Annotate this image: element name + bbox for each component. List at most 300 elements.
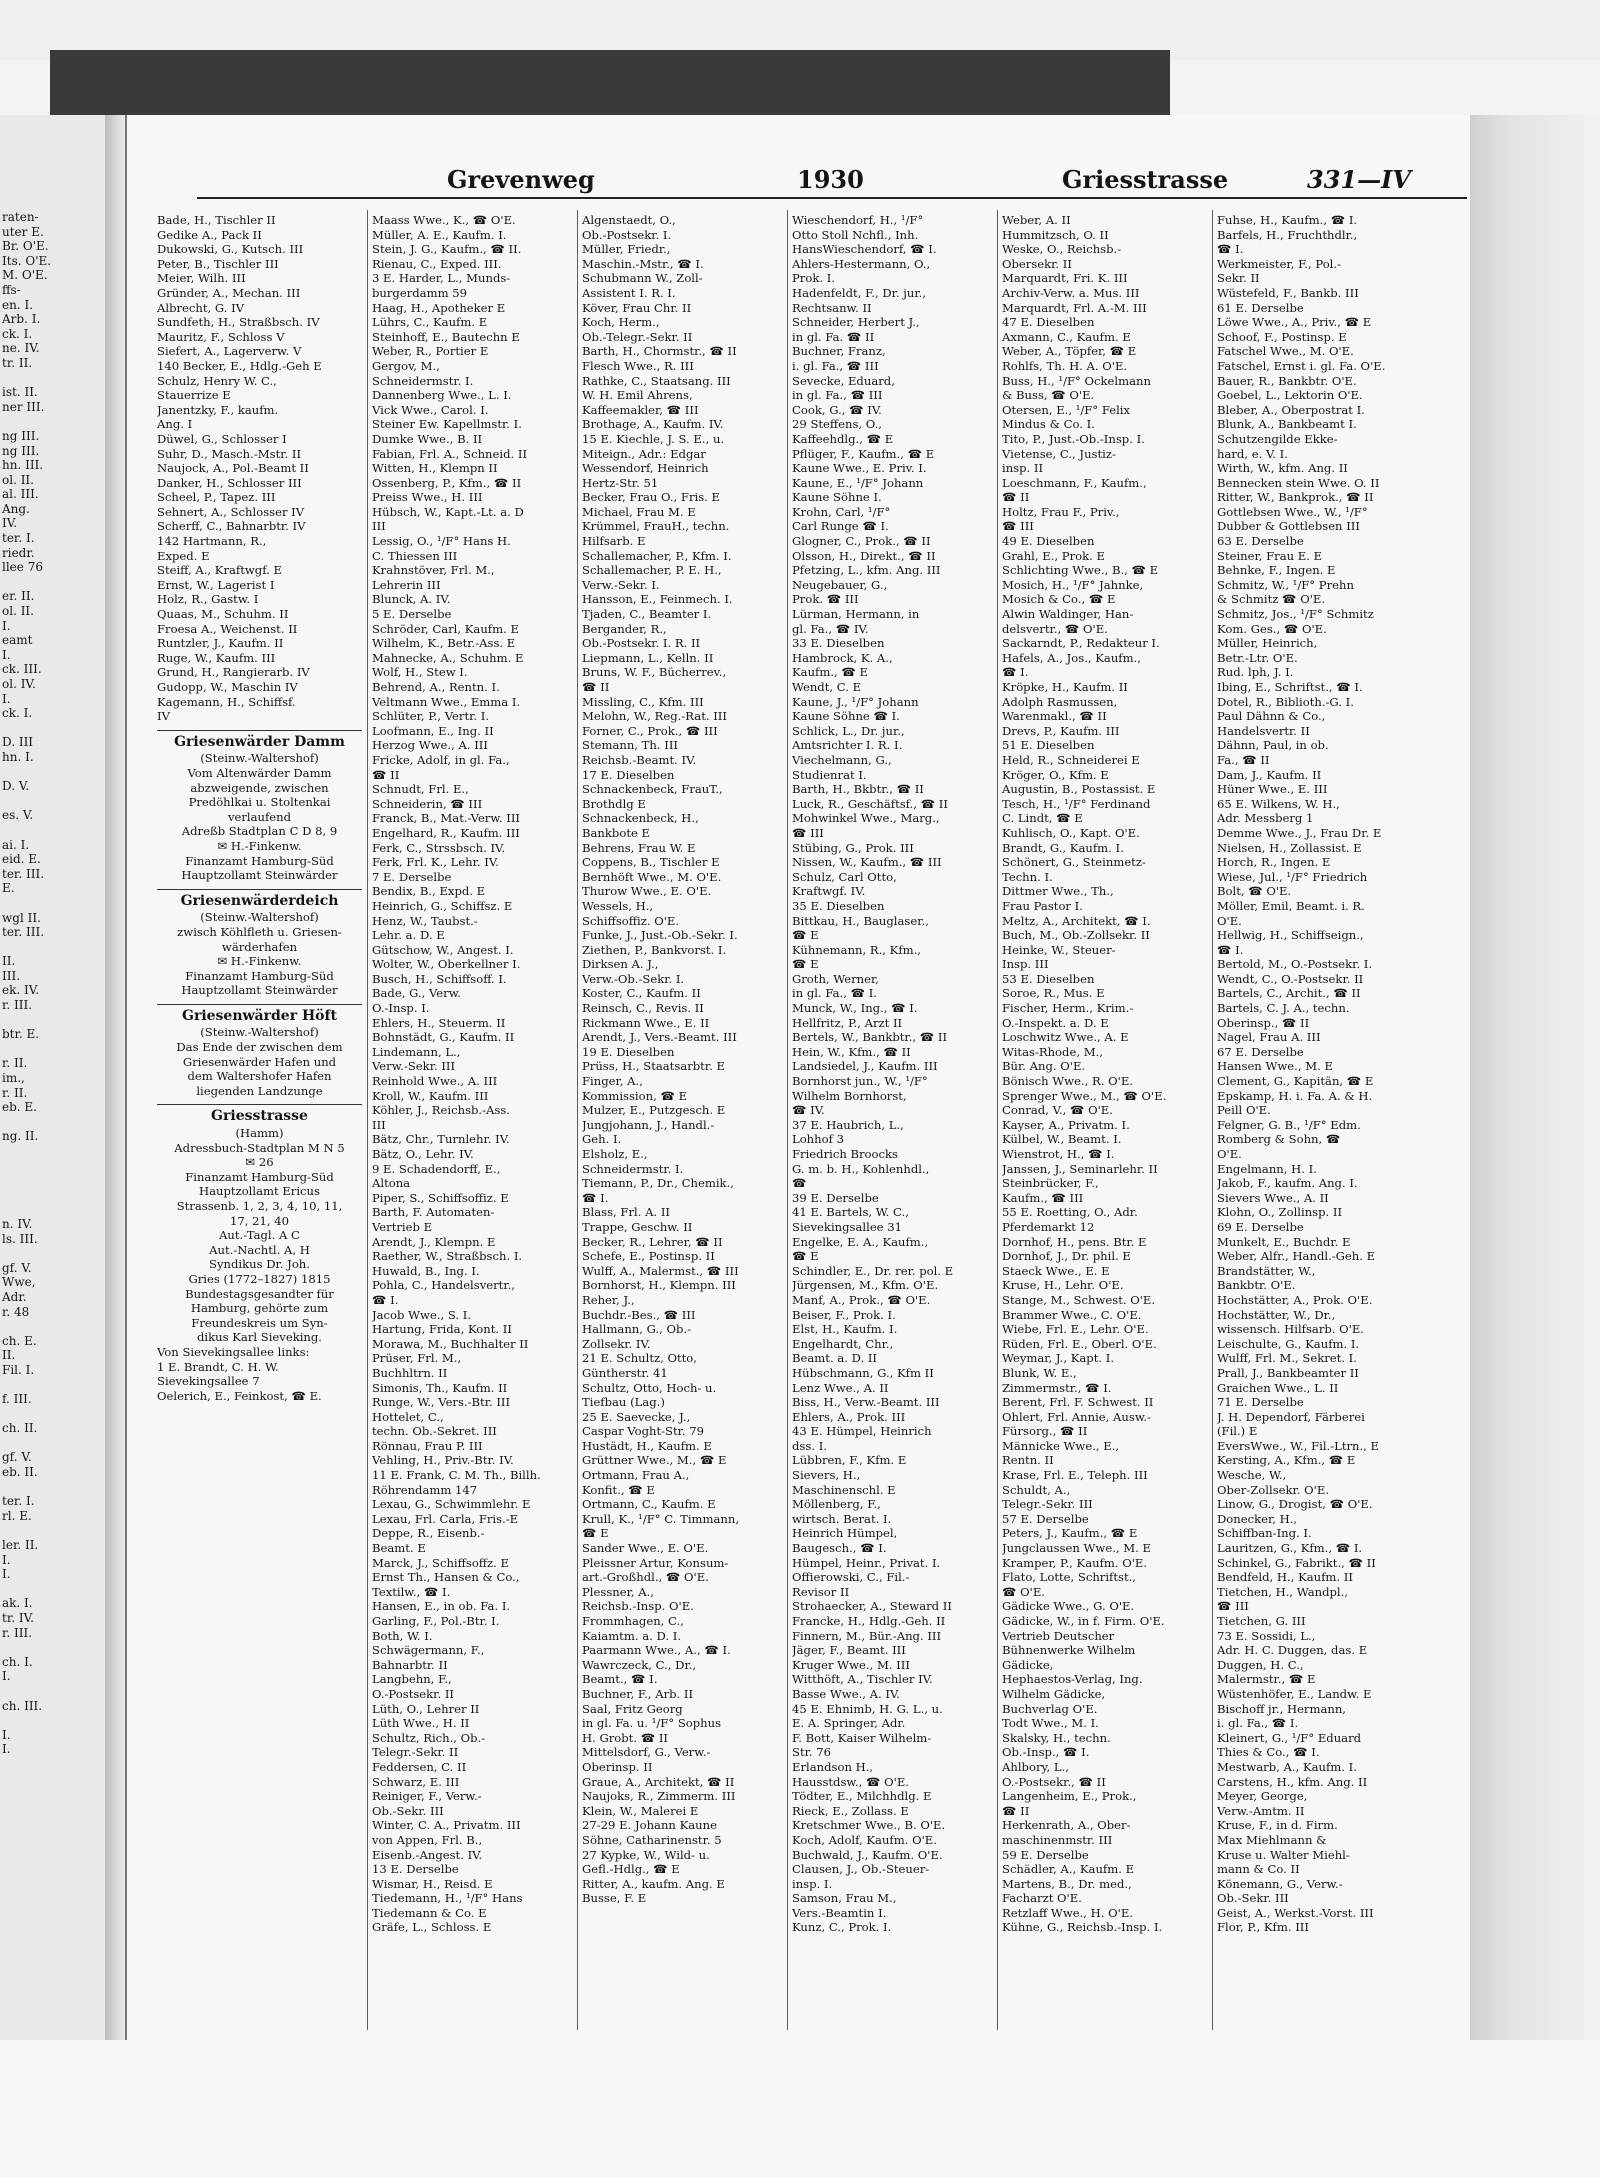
directory-entry: Hansen Wwe., M. E	[1217, 1059, 1333, 1074]
directory-entry: Frau Pastor I.	[1002, 898, 1083, 913]
directory-entry: Ob.-Postsekr. I. R. II	[582, 636, 701, 651]
street-section-title: Griesenwärderdeich	[157, 889, 362, 909]
directory-entry: Telegr.-Sekr. III	[1002, 1497, 1093, 1512]
street-section-text: Strassenb. 1, 2, 3, 4, 10, 11,	[176, 1199, 343, 1213]
directory-entry: Stübing, G., Prok. III	[792, 840, 914, 855]
directory-entry: ☎ III	[1217, 1599, 1249, 1614]
directory-entry: 27 Kypke, W., Wild- u.	[582, 1847, 710, 1862]
directory-entry: Grund, H., Rangierarb. IV	[157, 665, 310, 680]
directory-entry: Barth, F. Automaten-	[372, 1205, 495, 1220]
directory-entry: Schnudt, Frl. E.,	[372, 782, 469, 797]
directory-entry: wirtsch. Berat. I.	[792, 1511, 892, 1526]
directory-entry: Weymar, J., Kapt. I.	[1002, 1351, 1115, 1366]
directory-entry: Paul Dähnn & Co.,	[1217, 709, 1326, 724]
directory-entry: 19 E. Dieselben	[582, 1044, 675, 1059]
directory-entry: 43 E. Hümpel, Heinrich	[792, 1424, 932, 1439]
street-section-text: Gries (1772–1827) 1815	[188, 1271, 331, 1286]
directory-entry: Graichen Wwe., L. II	[1217, 1380, 1339, 1395]
directory-entry: Scheel, P., Tapez. III	[157, 490, 276, 505]
directory-entry: Bernhöft Wwe., M. O'E.	[582, 869, 722, 884]
directory-entry: Albrecht, G. IV	[157, 300, 245, 315]
directory-entry: Pferdemarkt 12	[1002, 1219, 1095, 1234]
directory-entry: Warenmakl., ☎ II	[1002, 709, 1107, 724]
directory-entry: Lenz Wwe., A. II	[792, 1380, 889, 1395]
directory-entry: Klein, W., Malerei E	[582, 1803, 699, 1818]
directory-entry: Cook, G., ☎ IV.	[792, 402, 882, 417]
directory-entry: Ehlers, A., Prok. III	[792, 1409, 906, 1424]
directory-entry: 27-29 E. Johann Kaune	[582, 1818, 717, 1833]
directory-entry: Fa., ☎ II	[1217, 752, 1270, 767]
directory-entry: Schefe, E., Postinsp. II	[582, 1249, 715, 1264]
directory-entry: Retzlaff Wwe., H. O'E.	[1002, 1905, 1133, 1920]
directory-entry: Brandstätter, W.,	[1217, 1263, 1316, 1278]
directory-entry: Fuhse, H., Kaufm., ☎ I.	[1217, 213, 1358, 227]
directory-entry: Kom. Ges., ☎ O'E.	[1217, 621, 1327, 636]
directory-entry: Otersen, E., ¹/F° Felix	[1002, 402, 1131, 417]
directory-entry: Lürman, Hermann, in	[792, 607, 920, 622]
directory-entry: Franck, B., Mat.-Verw. III	[372, 811, 520, 826]
directory-entry: Schönert, G., Steinmetz-	[1002, 855, 1146, 870]
directory-entry: Tiedemann & Co. E	[372, 1905, 487, 1920]
directory-entry: Runge, W., Vers.-Btr. III	[372, 1395, 511, 1410]
directory-entry: Kraftwgf. IV.	[792, 884, 866, 899]
directory-entry: W. H. Emil Ahrens,	[582, 388, 693, 403]
directory-entry: Brammer Wwe., C. O'E.	[1002, 1307, 1142, 1322]
directory-entry: Tiefbau (Lag.)	[582, 1395, 665, 1410]
directory-entry: Kühnemann, R., Kfm.,	[792, 942, 921, 957]
directory-entry: Busch, H., Schiffsoff. I.	[372, 971, 507, 986]
directory-entry: Werkmeister, F., Pol.-	[1217, 256, 1341, 271]
directory-entry: 45 E. Ehnimb, H. G. L., u.	[792, 1701, 943, 1716]
directory-entry: Kaufm., ☎ E	[792, 665, 868, 680]
directory-entry: Samson, Frau M.,	[792, 1891, 897, 1906]
directory-entry: 63 E. Derselbe	[1217, 534, 1304, 549]
directory-entry: Gergov, M.,	[372, 358, 440, 373]
directory-entry: Offierowski, C., Fil.-	[792, 1570, 910, 1585]
directory-entry: Grüttner Wwe., M., ☎ E	[582, 1453, 727, 1468]
directory-entry: Wawrczeck, C., Dr.,	[582, 1657, 697, 1672]
directory-entry: Wieschendorf, H., ¹/F°	[792, 213, 924, 227]
directory-entry: Bertold, M., O.-Postsekr. I.	[1217, 957, 1373, 972]
directory-entry: Schinkel, G., Fabrikt., ☎ II	[1217, 1555, 1376, 1570]
directory-entry: ☎ III	[1002, 519, 1034, 534]
directory-entry: Handelsvertr. II	[1217, 723, 1310, 738]
scan-dark-band	[50, 50, 1170, 120]
directory-entry: Männicke Wwe., E.,	[1002, 1438, 1120, 1453]
directory-entry: Möllenberg, F.,	[792, 1497, 881, 1512]
directory-entry: Klohn, O., Zollinsp. II	[1217, 1205, 1343, 1220]
directory-entry: Ortmann, C., Kaufm. E	[582, 1497, 716, 1512]
directory-entry: Fatschel Wwe., M. O'E.	[1217, 344, 1354, 359]
street-section-text: Vom Altenwärder Damm	[187, 765, 332, 780]
directory-entry: Kruger Wwe., M. III	[792, 1657, 910, 1672]
directory-entry: Beiser, F., Prok. I.	[792, 1307, 896, 1322]
directory-entry: maschinenmstr. III	[1002, 1832, 1113, 1847]
directory-entry: Bade, G., Verw.	[372, 986, 461, 1001]
directory-entry: Schubmann W., Zoll-	[582, 271, 703, 286]
directory-entry: Obersekr. II	[1002, 256, 1072, 271]
directory-entry: Plessner, A.,	[582, 1584, 654, 1599]
directory-entry: Ossenberg, P., Kfm., ☎ II	[372, 475, 522, 490]
directory-entry: Bornhorst jun., W., ¹/F°	[792, 1074, 928, 1089]
directory-entry: Vehling, H., Priv.-Btr. IV.	[372, 1453, 514, 1468]
directory-entry: Ferk, Frl. K., Lehr. IV.	[372, 855, 499, 870]
directory-entry: Lessig, O., ¹/F° Hans H.	[372, 534, 511, 549]
directory-entry: Hilfsarb. E	[582, 534, 646, 549]
column-divider	[997, 210, 998, 2030]
directory-entry: Biss, H., Verw.-Beamt. III	[792, 1395, 940, 1410]
directory-entry: Löwe Wwe., A., Priv., ☎ E	[1217, 315, 1372, 330]
directory-entry: Demme Wwe., J., Frau Dr. E	[1217, 825, 1382, 840]
street-section-title: Griesstrasse	[157, 1104, 362, 1124]
directory-entry: Gädicke Wwe., G. O'E.	[1002, 1599, 1135, 1614]
directory-entry: Engelmann, H. I.	[1217, 1161, 1317, 1176]
directory-entry: Hübsch, W., Kapt.-Lt. a. D	[372, 504, 524, 519]
directory-entry: Kagemann, H., Schiffsf.	[157, 694, 296, 709]
directory-entry: Hambrock, K. A.,	[792, 650, 893, 665]
directory-entry: Deppe, R., Eisenb.-	[372, 1526, 485, 1541]
directory-entry: Könemann, G., Verw.-	[1217, 1876, 1343, 1891]
directory-entry: Linow, G., Drogist, ☎ O'E.	[1217, 1497, 1373, 1512]
directory-entry: Berent, Frl. F. Schwest. II	[1002, 1395, 1154, 1410]
directory-entry: Von Sievekingsallee links:	[157, 1344, 310, 1359]
directory-entry: C. Lindt, ☎ E	[1002, 811, 1083, 826]
directory-entry: Goebel, L., Lektorin O'E.	[1217, 388, 1363, 403]
directory-entry: Ahlbory, L.,	[1002, 1759, 1069, 1774]
directory-entry: Weber, A. II	[1002, 213, 1071, 227]
directory-entry: Marquardt, Fri. K. III	[1002, 271, 1128, 286]
directory-entry: Köhler, J., Reichsb.-Ass.	[372, 1103, 510, 1118]
directory-entry: Epskamp, H. i. Fa. A. & H.	[1217, 1088, 1373, 1103]
directory-entry: 59 E. Derselbe	[1002, 1847, 1089, 1862]
directory-entry: Bittkau, H., Bauglaser.,	[792, 913, 929, 928]
directory-entry: Lindemann, L.,	[372, 1044, 461, 1059]
directory-entry: 140 Becker, E., Hdlg.-Geh E	[157, 358, 322, 373]
directory-entry: Bornhorst, H., Klempn. III	[582, 1278, 736, 1293]
directory-entry: delsvertr., ☎ O'E.	[1002, 621, 1108, 636]
directory-entry: Dannenberg Wwe., L. I.	[372, 388, 512, 403]
directory-entry: Kröger, O., Kfm. E	[1002, 767, 1109, 782]
directory-entry: Kaune, J., ¹/F° Johann	[792, 694, 919, 709]
directory-entry: Mittelsdorf, G., Verw.-	[582, 1745, 711, 1760]
directory-entry: Herkenrath, A., Ober-	[1002, 1818, 1131, 1833]
directory-entry: Luck, R., Geschäftsf., ☎ II	[792, 796, 948, 811]
directory-entry: Krahnstöver, Frl. M.,	[372, 563, 495, 578]
directory-entry: 35 E. Dieselben	[792, 898, 885, 913]
directory-entry: Prok. I.	[792, 271, 835, 286]
directory-entry: Rickmann Wwe., E. II	[582, 1015, 710, 1030]
directory-entry: 11 E. Frank, C. M. Th., Billh.	[372, 1468, 541, 1483]
directory-entry: & Buss, ☎ O'E.	[1002, 388, 1095, 403]
directory-entry: Arendt, J., Klempn. E	[372, 1234, 496, 1249]
directory-entry: Buchhltrn. II	[372, 1365, 448, 1380]
directory-entry: Bertels, W., Bankbtr., ☎ II	[792, 1030, 948, 1045]
directory-entry: Fatschel, Ernst i. gl. Fa. O'E.	[1217, 358, 1386, 373]
directory-entry: Elst, H., Kaufm. I.	[792, 1322, 898, 1337]
directory-entry: Schulz, Henry W. C.,	[157, 373, 277, 388]
directory-entry: Textilw., ☎ I.	[372, 1584, 451, 1599]
street-section-text: Finanzamt Hamburg-Süd	[185, 853, 334, 868]
directory-entry: Verw.-Amtm. II	[1217, 1803, 1305, 1818]
directory-entry: Otto Stoll Nchfl., Inh.	[792, 227, 919, 242]
directory-entry: 1 E. Brandt, C. H. W.	[157, 1359, 279, 1374]
directory-entry: Busse, F. E	[582, 1891, 647, 1906]
directory-entry: 39 E. Derselbe	[792, 1190, 879, 1205]
directory-entry: wissensch. Hilfsarb. O'E.	[1217, 1322, 1364, 1337]
directory-entry: Schlüter, P., Vertr. I.	[372, 709, 490, 724]
directory-entry: in gl. Fa., ☎ III	[792, 388, 883, 403]
directory-entry: Hochstätter, A., Prok. O'E.	[1217, 1292, 1373, 1307]
directory-entry: ☎ III	[792, 825, 824, 840]
directory-entry: Ob.-Insp., ☎ I.	[1002, 1745, 1090, 1760]
directory-entry: von Appen, Frl. B.,	[372, 1832, 483, 1847]
directory-entry: Ernst, W., Lagerist I	[157, 577, 275, 592]
directory-entry: J. H. Dependorf, Färberei	[1217, 1409, 1365, 1424]
directory-entry: Steiner, Frau E. E	[1217, 548, 1323, 563]
directory-entry: Kuhlisch, O., Kapt. O'E.	[1002, 825, 1140, 840]
directory-entry: Horch, R., Ingen. E	[1217, 855, 1331, 870]
directory-entry: Fabian, Frl. A., Schneid. II	[372, 446, 528, 461]
directory-entry: Funke, J., Just.-Ob.-Sekr. I.	[582, 928, 738, 943]
directory-entry: Preiss Wwe., H. III	[372, 490, 483, 505]
directory-entry: Leischulte, G., Kaufm. I.	[1217, 1336, 1360, 1351]
directory-entry: Studienrat I.	[792, 767, 867, 782]
directory-entry: Rienau, C., Exped. III.	[372, 256, 502, 271]
directory-entry: Kühne, G., Reichsb.-Insp. I.	[1002, 1920, 1163, 1935]
directory-entry: Ang. I	[157, 417, 193, 432]
directory-entry: Bleber, A., Oberpostrat I.	[1217, 402, 1365, 417]
directory-entry: Manf, A., Prok., ☎ O'E.	[792, 1292, 931, 1307]
street-section-text: wärderhafen	[221, 939, 298, 954]
street-section-text: Adreßb Stadtplan C D 8, 9	[181, 824, 338, 839]
directory-entry: Vick Wwe., Carol. I.	[372, 402, 489, 417]
directory-entry: Rieck, E., Zollass. E	[792, 1803, 909, 1818]
directory-entry: Schmitz, Jos., ¹/F° Schmitz	[1217, 607, 1374, 622]
directory-entry: Krull, K., ¹/F° C. Timmann,	[582, 1511, 740, 1526]
directory-entry: Hadenfeldt, F., Dr. jur.,	[792, 285, 927, 300]
directory-entry: Wiebe, Frl. E., Lehr. O'E.	[1002, 1322, 1149, 1337]
directory-entry: Lehrerin III	[372, 577, 441, 592]
directory-entry: Schwarz, E. III	[372, 1774, 460, 1789]
page-header	[127, 165, 1472, 205]
directory-entry: Janssen, J., Seminarlehr. II	[1002, 1161, 1158, 1176]
street-section-text: abzweigende, zwischen	[190, 780, 329, 795]
directory-entry: Fricke, Adolf, in gl. Fa.,	[372, 752, 510, 767]
directory-entry: Frommhagen, C.,	[582, 1614, 684, 1628]
directory-entry: dss. I.	[792, 1438, 827, 1453]
directory-entry: Schultz, Rich., Ob.-	[372, 1730, 486, 1745]
directory-entry: Finnern, M., Bür.-Ang. III	[792, 1628, 942, 1643]
directory-entry: Bür. Ang. O'E.	[1002, 1059, 1086, 1074]
page-edge-shadow	[1470, 115, 1600, 2050]
directory-entry: Algenstaedt, O.,	[582, 213, 676, 227]
column-2	[372, 213, 572, 2033]
directory-entry: Hausstdsw., ☎ O'E.	[792, 1774, 909, 1789]
directory-entry: Assistent I. R. I.	[582, 285, 676, 300]
directory-entry: Augustin, B., Postassist. E	[1002, 782, 1156, 797]
directory-entry: Finger, A.,	[582, 1074, 643, 1089]
directory-entry: Michael, Frau M. E	[582, 504, 696, 519]
directory-entry: Ohlert, Frl. Annie, Ausw.-	[1002, 1409, 1151, 1424]
directory-entry: Meltz, A., Architekt, ☎ I.	[1002, 913, 1151, 928]
directory-entry: Stemann, Th. III	[582, 738, 678, 753]
directory-entry: Lührs, C., Kaufm. E	[372, 315, 488, 330]
directory-entry: Strohaecker, A., Steward II	[792, 1599, 952, 1614]
directory-entry: Tietchen, H., Wandpl.,	[1217, 1584, 1348, 1599]
directory-entry: Heinrich, G., Schiffsz. E	[372, 898, 513, 913]
directory-entry: Schneidermstr. I.	[372, 373, 474, 388]
directory-entry: Kroll, W., Kaufm. III	[372, 1088, 489, 1103]
directory-entry: 29 Steffens, O.,	[792, 417, 882, 432]
column-divider	[367, 210, 368, 2030]
directory-entry: Wesche, W.,	[1217, 1468, 1287, 1483]
directory-entry: ☎ I.	[1002, 665, 1029, 680]
directory-entry: Mindus & Co. I.	[1002, 417, 1095, 432]
directory-entry: Froesa A., Weichenst. II	[157, 621, 298, 636]
directory-entry: Fischer, Herm., Krim.-	[1002, 1001, 1134, 1016]
directory-entry: G. m. b. H., Kohlenhdl.,	[792, 1161, 930, 1176]
directory-entry: Dam, J., Kaufm. II	[1217, 767, 1322, 782]
directory-entry: Betr.-Ltr. O'E.	[1217, 650, 1298, 665]
directory-entry: Flato, Lotte, Schriftst.,	[1002, 1570, 1136, 1585]
directory-entry: ☎ II	[1002, 490, 1030, 505]
directory-entry: Missling, C., Kfm. III	[582, 694, 704, 709]
directory-entry: Reichsb.-Beamt. IV.	[582, 752, 697, 767]
directory-entry: Witten, H., Klempn II	[372, 461, 498, 476]
directory-entry: Both, W. I.	[372, 1628, 433, 1643]
directory-entry: Hochstätter, W., Dr.,	[1217, 1307, 1336, 1322]
directory-entry: Prüser, Frl. M.,	[372, 1351, 462, 1366]
directory-entry: Steinhoff, E., Bautechn E	[372, 329, 520, 344]
header-street-start: Grevenweg	[447, 165, 595, 194]
directory-entry: Vertrieb E	[372, 1219, 433, 1234]
directory-entry: Scherff, C., Bahnarbtr. IV	[157, 519, 306, 534]
directory-entry: Melohn, W., Reg.-Rat. III	[582, 709, 727, 724]
directory-entry: Becker, R., Lehrer, ☎ II	[582, 1234, 723, 1249]
directory-entry: Wienstrot, H., ☎ I.	[1002, 1147, 1115, 1161]
directory-entry: (Fil.) E	[1217, 1424, 1258, 1439]
street-section-text: (Steinw.-Waltershof)	[200, 751, 319, 766]
directory-entry: Oberinsp., ☎ II	[1217, 1015, 1310, 1030]
directory-entry: Konfit., ☎ E	[582, 1482, 655, 1497]
directory-entry: Ziethen, P., Bankvorst. I.	[582, 942, 727, 957]
directory-entry: Lüth, O., Lehrer II	[372, 1701, 480, 1716]
directory-entry: Gedike A., Pack II	[157, 227, 262, 242]
directory-entry: Reiniger, F., Verw.-	[372, 1789, 482, 1804]
directory-entry: Verw.-Ob.-Sekr. I.	[582, 971, 685, 986]
directory-entry: Steinbrücker, F.,	[1002, 1176, 1099, 1191]
directory-entry: & Schmitz ☎ O'E.	[1217, 592, 1326, 607]
directory-entry: Koch, Adolf, Kaufm. O'E.	[792, 1832, 937, 1847]
directory-entry: Kaffeemakler, ☎ III	[582, 402, 699, 417]
directory-entry: Held, R., Schneiderei E	[1002, 752, 1140, 767]
directory-entry: Amtsrichter I. R. I.	[792, 738, 903, 753]
directory-entry: Tietchen, G. III	[1217, 1614, 1306, 1628]
street-section-text: (Steinw.-Waltershof)	[200, 1025, 319, 1040]
directory-entry: Wiese, Jul., ¹/F° Friedrich	[1217, 869, 1368, 884]
directory-entry: Schädler, A., Kaufm. E	[1002, 1862, 1135, 1877]
directory-entry: Wendt, C. E	[792, 680, 862, 694]
directory-entry: Kramper, P., Kaufm. O'E.	[1002, 1555, 1148, 1570]
directory-entry: Bauer, R., Bankbtr. O'E.	[1217, 373, 1357, 388]
directory-entry: Jungclaussen Wwe., M. E	[1002, 1541, 1151, 1556]
directory-entry: 65 E. Wilkens, W. H.,	[1217, 796, 1340, 811]
directory-entry: ☎ IV.	[792, 1103, 825, 1118]
column-divider	[577, 210, 578, 2030]
directory-entry: Winter, C. A., Privatm. III	[372, 1818, 521, 1833]
directory-entry: ☎ E	[792, 1249, 819, 1264]
street-section-text: (Steinw.-Waltershof)	[200, 910, 319, 925]
directory-entry: ☎ O'E.	[1002, 1584, 1045, 1599]
directory-entry: 69 E. Derselbe	[1217, 1219, 1304, 1234]
directory-entry: Weske, O., Reichsb.-	[1002, 242, 1122, 257]
directory-entry: Tesch, H., ¹/F° Ferdinand	[1002, 796, 1151, 811]
directory-entry: Kaffeehdlg., ☎ E	[792, 431, 894, 446]
directory-entry: i. gl. Fa., ☎ I.	[1217, 1716, 1299, 1731]
directory-entry: Bruns, W. F., Bücherrev.,	[582, 665, 727, 680]
directory-entry: Carstens, H., kfm. Ang. II	[1217, 1774, 1368, 1789]
directory-entry: Ferk, C., Strssbsch. IV.	[372, 840, 506, 855]
directory-entry: Friedrich Broocks	[792, 1147, 898, 1161]
directory-entry: Sievers Wwe., A. II	[1217, 1190, 1329, 1205]
directory-entry: Malermstr., ☎ E	[1217, 1672, 1316, 1687]
directory-entry: Blunck, A. IV.	[372, 592, 451, 607]
directory-entry: Coppens, B., Tischler E	[582, 855, 720, 870]
directory-entry: Maschin.-Mstr., ☎ I.	[582, 256, 704, 271]
directory-entry: insp. I.	[792, 1876, 833, 1891]
street-section-text: Das Ende der zwischen dem	[176, 1040, 343, 1055]
directory-entry: Bennecken stein Wwe. O. II	[1217, 475, 1380, 490]
directory-entry: 25 E. Saevecke, J.,	[582, 1409, 691, 1424]
directory-entry: Schnackenbeck, FrauT.,	[582, 782, 723, 797]
column-5	[1002, 213, 1207, 2033]
directory-entry: Buch, M., Ob.-Zollsekr. II	[1002, 928, 1150, 943]
directory-entry: Wilhelm Bornhorst,	[792, 1088, 907, 1103]
directory-entry: Dähnn, Paul, in ob.	[1217, 738, 1329, 753]
directory-entry: Behrend, A., Rentn. I.	[372, 680, 500, 694]
directory-entry: Weber, A., Töpfer, ☎ E	[1002, 344, 1137, 359]
directory-entry: Brothdlg E	[582, 796, 646, 811]
directory-entry: Rud. lph, J. I.	[1217, 665, 1294, 680]
header-street-end: Griesstrasse	[1062, 165, 1229, 194]
directory-entry: Tiemann, P., Dr., Chemik.,	[582, 1176, 734, 1191]
directory-entry: in gl. Fa. u. ¹/F° Sophus	[582, 1716, 722, 1731]
directory-entry: Schulz, Carl Otto,	[792, 869, 897, 884]
directory-entry: O'E.	[1217, 1147, 1242, 1161]
directory-entry: Kretschmer Wwe., B. O'E.	[792, 1818, 946, 1833]
directory-entry: Peters, J., Kaufm., ☎ E	[1002, 1526, 1138, 1541]
street-section-text: Griesenwärder Hafen und	[182, 1054, 337, 1069]
directory-entry: Lübbren, F., Kfm. E	[792, 1453, 907, 1468]
directory-entry: Langbehn, F.,	[372, 1672, 452, 1687]
directory-entry: Rüden, Frl. E., Oberl. O'E.	[1002, 1336, 1157, 1351]
directory-entry: Tödter, E., Milchhdlg. E	[792, 1789, 932, 1804]
directory-entry: Facharzt O'E.	[1002, 1891, 1082, 1906]
directory-entry: Külbel, W., Beamt. I.	[1002, 1132, 1122, 1147]
directory-entry: Lehr. a. D. E	[372, 928, 445, 943]
directory-entry: Gefl.-Hdlg., ☎ E	[582, 1862, 680, 1877]
directory-entry: Adr. Messberg 1	[1217, 811, 1314, 826]
directory-entry: Schutzengilde Ekke-	[1217, 431, 1338, 446]
directory-entry: Gütschow, W., Angest. I.	[372, 942, 514, 957]
street-section-title: Griesenwärder Höft	[157, 1004, 362, 1024]
directory-entry: in gl. Fa., ☎ I.	[792, 986, 877, 1001]
directory-entry: Dukowski, G., Kutsch. III	[157, 242, 304, 257]
street-section-text: Aut.-Nachtl. A, H	[209, 1242, 310, 1257]
directory-entry: Nielsen, H., Zollassist. E	[1217, 840, 1362, 855]
directory-entry: Conrad, V., ☎ O'E.	[1002, 1103, 1113, 1118]
directory-entry: Bönisch Wwe., R. O'E.	[1002, 1074, 1133, 1089]
